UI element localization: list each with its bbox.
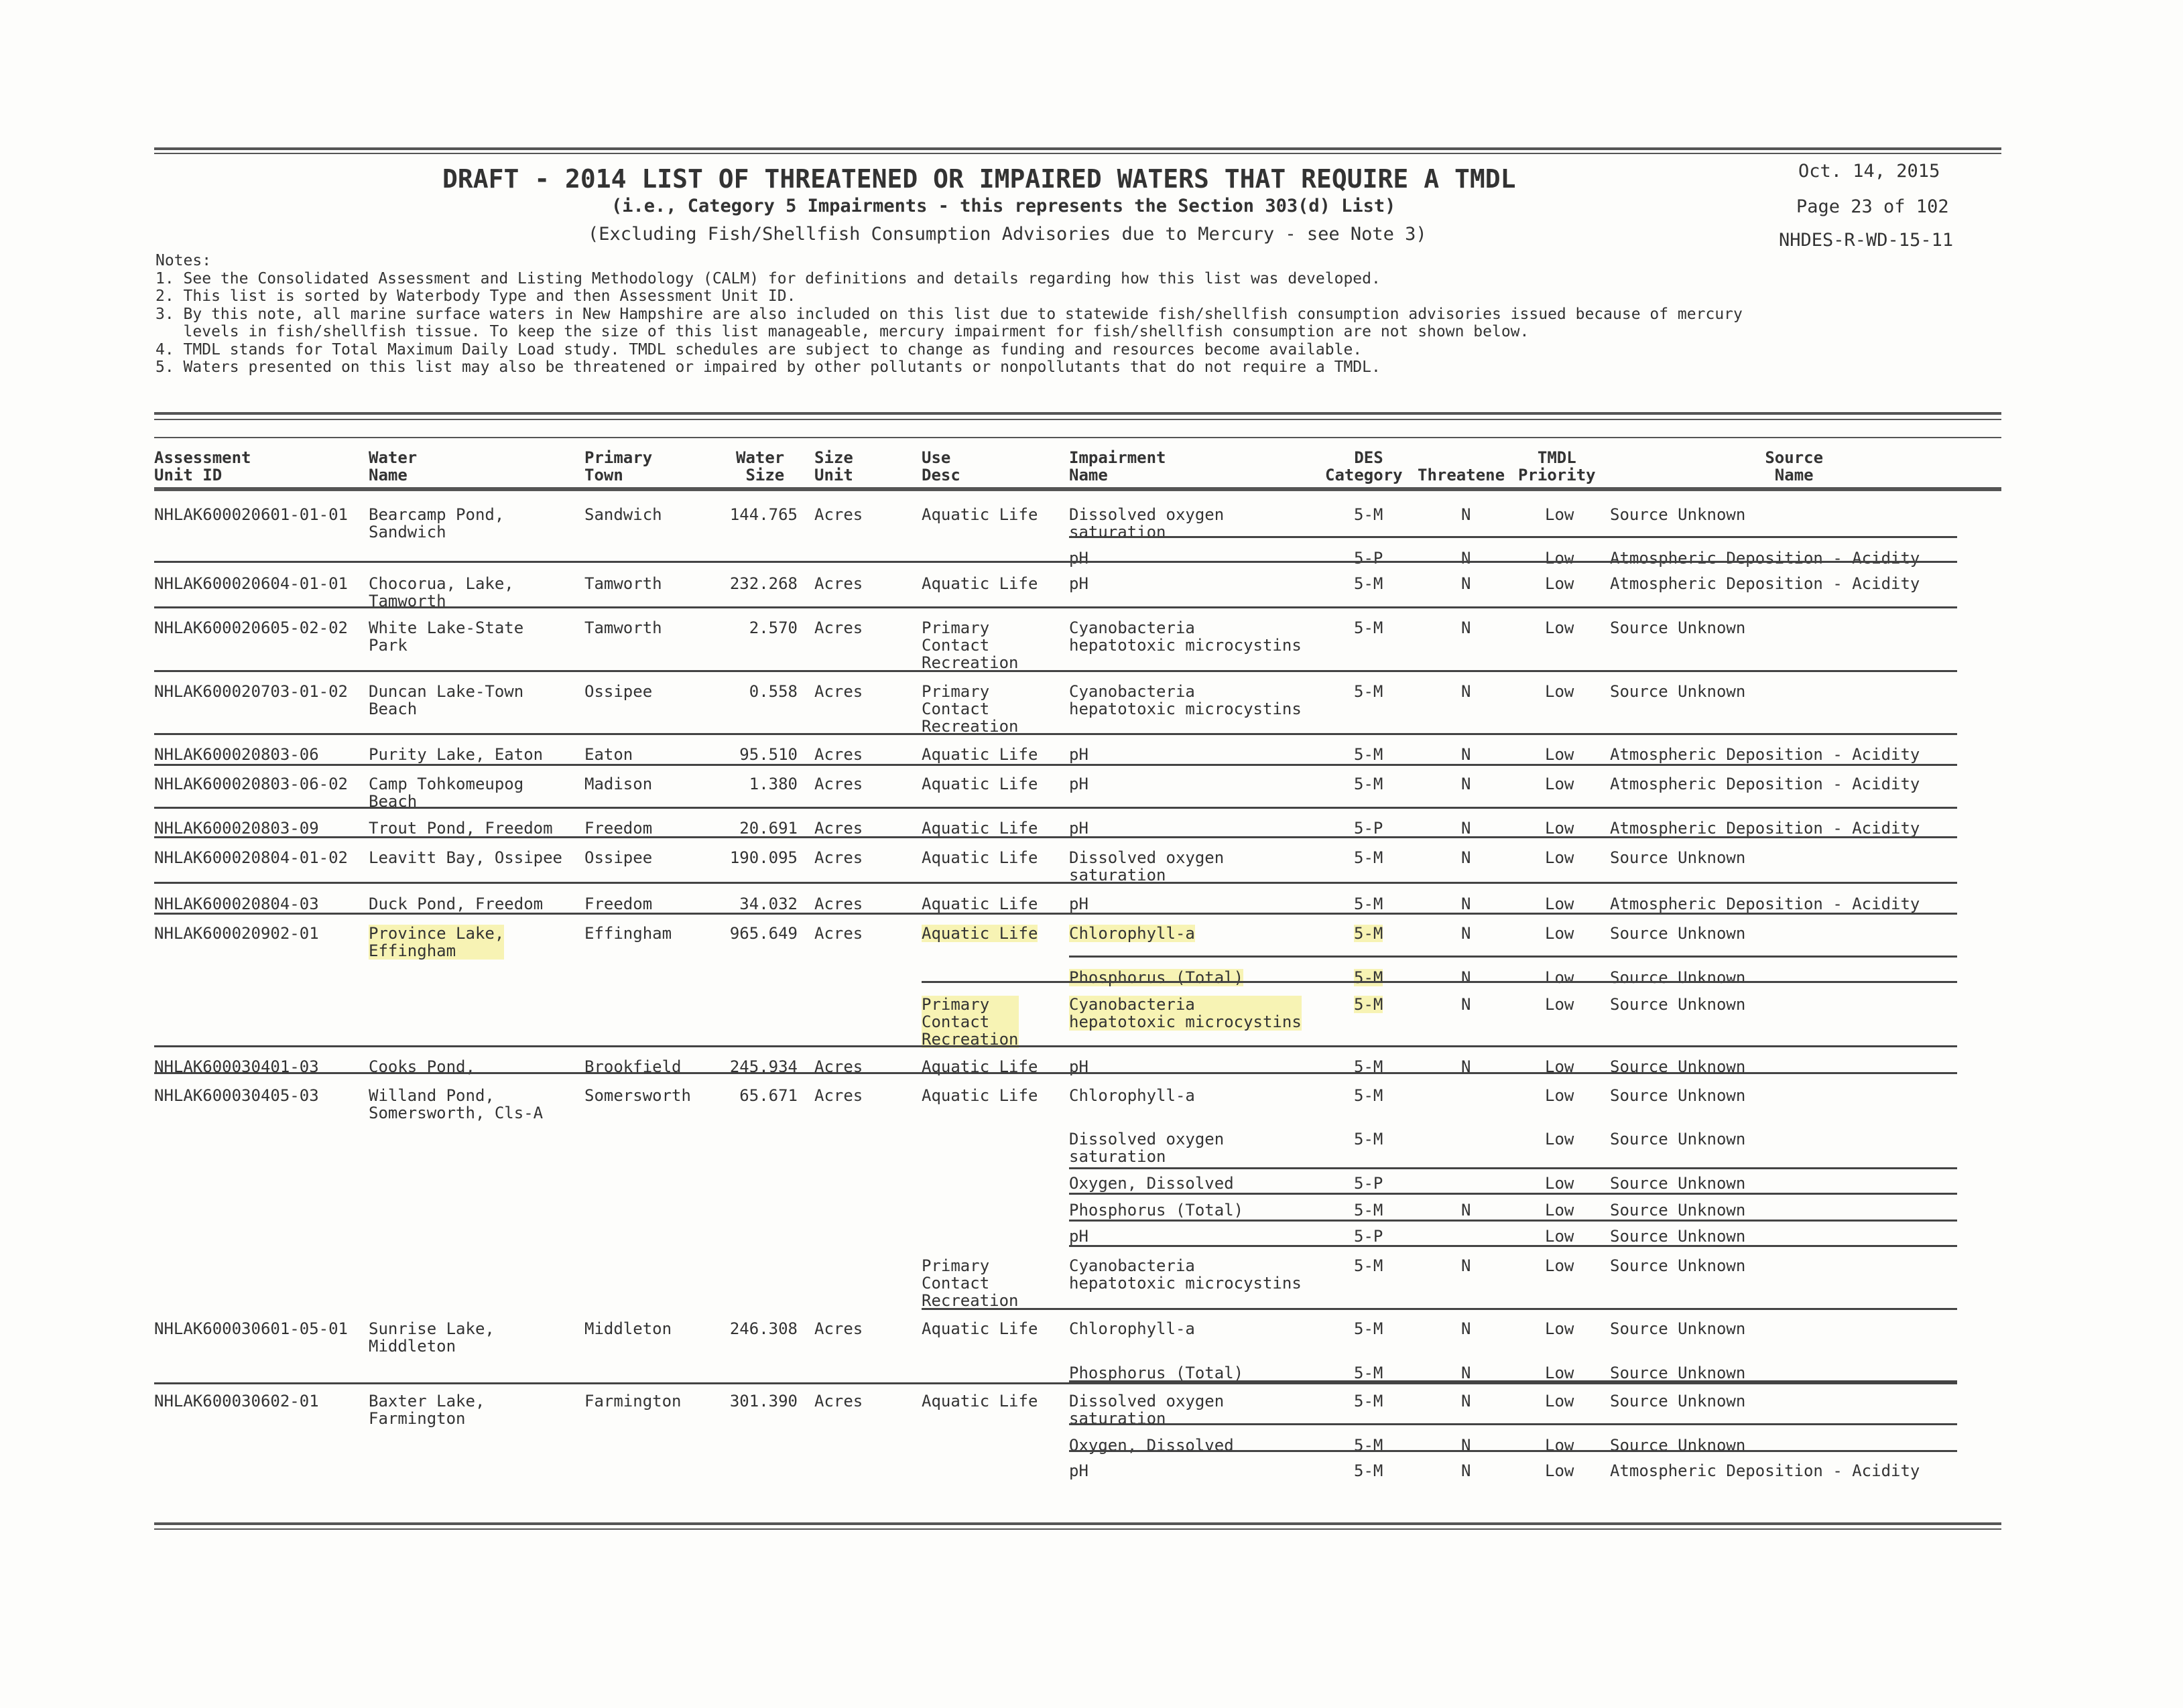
row-divider — [922, 981, 1957, 983]
row-divider — [154, 1072, 1957, 1074]
threatened-cell: N — [1461, 775, 1471, 793]
tmdl-priority-cell: Low — [1545, 895, 1574, 913]
col-header-size: Water Size — [736, 448, 785, 484]
size-unit-cell: Acres — [814, 574, 863, 593]
use-desc-cell: Aquatic Life — [922, 895, 1038, 913]
table-top-rule — [154, 412, 2001, 415]
water-name-cell: Leavitt Bay, Ossipee — [369, 848, 562, 867]
water-name-cell: Bearcamp Pond, Sandwich — [369, 505, 505, 541]
impairment-cell: Cyanobacteria hepatotoxic microcystins — [1069, 618, 1302, 655]
row-divider — [154, 733, 1957, 735]
category-cell: 5-M — [1354, 745, 1383, 764]
water-name-cell: Province Lake, Effingham — [369, 924, 505, 960]
source-name-cell: Atmospheric Deposition - Acidity — [1610, 549, 1920, 568]
row-divider — [1069, 1423, 1957, 1425]
category-cell: 5-M — [1354, 775, 1383, 793]
town-cell: Effingham — [584, 924, 672, 943]
town-cell: Freedom — [584, 819, 653, 838]
source-name-cell: Atmospheric Deposition - Acidity — [1610, 895, 1920, 913]
row-divider — [154, 913, 1957, 915]
town-cell: Sandwich — [584, 505, 662, 524]
size-unit-cell: Acres — [814, 924, 863, 943]
tmdl-priority-cell: Low — [1545, 1319, 1574, 1338]
table-top-rule-thin — [154, 419, 2001, 420]
category-cell: 5-M — [1354, 968, 1383, 987]
water-name-cell: Sunrise Lake, Middleton — [369, 1319, 495, 1356]
impairment-cell: pH — [1069, 895, 1088, 913]
au-id-cell: NHLAK600030602-01 — [154, 1392, 319, 1410]
category-cell: 5-P — [1354, 549, 1383, 568]
notes-block — [155, 252, 1743, 377]
town-cell: Middleton — [584, 1319, 672, 1338]
col-header-priority: TMDL Priority — [1518, 448, 1596, 484]
water-name-cell: Camp Tohkomeupog Beach — [369, 775, 524, 811]
size-unit-cell: Acres — [814, 1392, 863, 1410]
tmdl-priority-cell: Low — [1545, 1201, 1574, 1220]
row-divider — [154, 1045, 1957, 1047]
impairment-cell: Cyanobacteria hepatotoxic microcystins — [1069, 682, 1302, 718]
top-rule-thin — [154, 153, 2001, 154]
use-desc-cell: Aquatic Life — [922, 848, 1038, 867]
water-size-cell: 301.390 — [729, 1392, 798, 1410]
town-cell: Madison — [584, 775, 653, 793]
source-name-cell: Atmospheric Deposition - Acidity — [1610, 775, 1920, 793]
impairment-cell: Phosphorus (Total) — [1069, 968, 1244, 987]
threatened-cell: N — [1461, 745, 1471, 764]
use-desc-cell: Primary Contact Recreation — [922, 618, 1019, 672]
town-cell: Tamworth — [584, 574, 662, 593]
category-cell: 5-P — [1354, 819, 1383, 838]
category-cell: 5-M — [1354, 618, 1383, 637]
impairment-cell: pH — [1069, 819, 1088, 838]
row-divider — [1069, 536, 1957, 538]
tmdl-priority-cell: Low — [1545, 1364, 1574, 1382]
impairment-cell: Phosphorus (Total) — [1069, 1364, 1244, 1382]
use-desc-cell: Aquatic Life — [922, 1057, 1038, 1076]
bottom-rule — [154, 1522, 2001, 1525]
source-name-cell: Source Unknown — [1610, 618, 1746, 637]
impairment-cell: pH — [1069, 1057, 1088, 1076]
threatened-cell: N — [1461, 995, 1471, 1014]
use-desc-cell: Aquatic Life — [922, 1086, 1038, 1105]
category-cell: 5-M — [1354, 682, 1383, 701]
row-divider — [1069, 1193, 1957, 1195]
source-name-cell: Source Unknown — [1610, 1130, 1746, 1148]
source-name-cell: Source Unknown — [1610, 1174, 1746, 1193]
row-divider — [154, 606, 1957, 608]
use-desc-cell: Primary Contact Recreation — [922, 1256, 1019, 1310]
source-name-cell: Source Unknown — [1610, 1201, 1746, 1220]
water-size-cell: 190.095 — [729, 848, 798, 867]
row-divider — [154, 561, 1957, 563]
use-desc-cell: Aquatic Life — [922, 819, 1038, 838]
use-desc-cell: Primary Contact Recreation — [922, 682, 1019, 736]
size-unit-cell: Acres — [814, 775, 863, 793]
water-name-cell: Purity Lake, Eaton — [369, 745, 544, 764]
tmdl-priority-cell: Low — [1545, 1436, 1574, 1455]
water-size-cell: 95.510 — [739, 745, 798, 764]
threatened-cell: N — [1461, 1057, 1471, 1076]
source-name-cell: Source Unknown — [1610, 1256, 1746, 1275]
water-size-cell: 1.380 — [749, 775, 798, 793]
source-name-cell: Source Unknown — [1610, 995, 1746, 1014]
source-name-cell: Atmospheric Deposition - Acidity — [1610, 574, 1920, 593]
row-divider — [1069, 1167, 1957, 1169]
tmdl-priority-cell: Low — [1545, 1174, 1574, 1193]
town-cell: Brookfield — [584, 1057, 682, 1076]
au-id-cell: NHLAK600020604-01-01 — [154, 574, 348, 593]
impairment-cell: pH — [1069, 1461, 1088, 1480]
category-cell: 5-P — [1354, 1227, 1383, 1246]
category-cell: 5-M — [1354, 1461, 1383, 1480]
note-5: 5. Waters presented on this list may also be threatened or impaired by other pollutants or nonpollutants that do not require a TMDL. — [155, 358, 1381, 376]
water-name-cell: White Lake-State Park — [369, 618, 524, 655]
water-name-cell: Baxter Lake, Farmington — [369, 1392, 485, 1428]
table-header-bottom-rule — [154, 487, 2001, 491]
source-name-cell: Source Unknown — [1610, 1319, 1746, 1338]
town-cell: Freedom — [584, 895, 653, 913]
au-id-cell: NHLAK600020803-06 — [154, 745, 319, 764]
au-id-cell: NHLAK600020803-09 — [154, 819, 319, 838]
impairment-cell: Dissolved oxygen saturation — [1069, 848, 1225, 884]
town-cell: Farmington — [584, 1392, 682, 1410]
row-divider — [154, 882, 1957, 884]
col-header-category: DES Category — [1325, 448, 1403, 484]
threatened-cell: N — [1461, 848, 1471, 867]
impairment-cell: pH — [1069, 745, 1088, 764]
page-number: Page 23 of 102 — [1796, 196, 1949, 217]
au-id-cell: NHLAK600020804-01-02 — [154, 848, 348, 867]
page-subtitle-note: (Excluding Fish/Shellfish Consumption Advisories due to Mercury - see Note 3) — [588, 224, 1427, 245]
tmdl-priority-cell: Low — [1545, 924, 1574, 943]
water-size-cell: 34.032 — [739, 895, 798, 913]
category-cell: 5-M — [1354, 995, 1383, 1014]
town-cell: Eaton — [584, 745, 633, 764]
tmdl-priority-cell: Low — [1545, 995, 1574, 1014]
water-name-cell: Willand Pond, Somersworth, Cls-A — [369, 1086, 544, 1122]
row-divider — [1069, 1245, 1957, 1247]
size-unit-cell: Acres — [814, 1319, 863, 1338]
threatened-cell: N — [1461, 505, 1471, 524]
category-cell: 5-M — [1354, 1086, 1383, 1105]
row-divider — [154, 764, 1957, 766]
tmdl-priority-cell: Low — [1545, 745, 1574, 764]
source-name-cell: Source Unknown — [1610, 682, 1746, 701]
category-cell: 5-M — [1354, 848, 1383, 867]
threatened-cell: N — [1461, 968, 1471, 987]
col-header-source: Source Name — [1765, 448, 1824, 484]
town-cell: Ossipee — [584, 848, 653, 867]
tmdl-priority-cell: Low — [1545, 1086, 1574, 1105]
town-cell: Ossipee — [584, 682, 653, 701]
au-id-cell: NHLAK600020703-01-02 — [154, 682, 348, 701]
note-3a: 3. By this note, all marine surface waters in New Hampshire are also included on this list due to statewide fish/shellfish consumption advisories issued because of mercury — [155, 305, 1743, 323]
size-unit-cell: Acres — [814, 618, 863, 637]
threatened-cell: N — [1461, 1436, 1471, 1455]
category-cell: 5-M — [1354, 1319, 1383, 1338]
col-header-use: Use Desc — [922, 448, 960, 484]
threatened-cell: N — [1461, 574, 1471, 593]
category-cell: 5-M — [1354, 1392, 1383, 1410]
au-id-cell: NHLAK600020605-02-02 — [154, 618, 348, 637]
category-cell: 5-M — [1354, 574, 1383, 593]
size-unit-cell: Acres — [814, 848, 863, 867]
tmdl-priority-cell: Low — [1545, 682, 1574, 701]
col-header-water-name: Water Name — [369, 448, 418, 484]
page-title: DRAFT - 2014 LIST OF THREATENED OR IMPAIRED WATERS THAT REQUIRE A TMDL — [442, 164, 1516, 194]
category-cell: 5-M — [1354, 924, 1383, 943]
au-id-cell: NHLAK600030405-03 — [154, 1086, 319, 1105]
category-cell: 5-M — [1354, 1130, 1383, 1148]
threatened-cell: N — [1461, 1461, 1471, 1480]
impairment-cell: Dissolved oxygen saturation — [1069, 505, 1225, 541]
category-cell: 5-M — [1354, 1436, 1383, 1455]
water-name-cell: Duncan Lake-Town Beach — [369, 682, 524, 718]
col-header-threatened: Threatene — [1418, 466, 1505, 484]
size-unit-cell: Acres — [814, 1057, 863, 1076]
use-desc-cell: Aquatic Life — [922, 924, 1038, 943]
use-desc-cell: Aquatic Life — [922, 775, 1038, 793]
source-name-cell: Source Unknown — [1610, 924, 1746, 943]
category-cell: 5-M — [1354, 895, 1383, 913]
category-cell: 5-M — [1354, 505, 1383, 524]
source-name-cell: Atmospheric Deposition - Acidity — [1610, 1461, 1920, 1480]
use-desc-cell: Aquatic Life — [922, 745, 1038, 764]
au-id-cell: NHLAK600020902-01 — [154, 924, 319, 943]
source-name-cell: Atmospheric Deposition - Acidity — [1610, 819, 1920, 838]
tmdl-priority-cell: Low — [1545, 1057, 1574, 1076]
top-rule — [154, 147, 2001, 150]
town-cell: Somersworth — [584, 1086, 691, 1105]
source-name-cell: Source Unknown — [1610, 1057, 1746, 1076]
row-divider — [154, 670, 1957, 672]
source-name-cell: Source Unknown — [1610, 1436, 1746, 1455]
category-cell: 5-M — [1354, 1057, 1383, 1076]
source-name-cell: Source Unknown — [1610, 1364, 1746, 1382]
threatened-cell: N — [1461, 924, 1471, 943]
doc-date: Oct. 14, 2015 — [1798, 161, 1940, 182]
tmdl-priority-cell: Low — [1545, 505, 1574, 524]
use-desc-cell: Aquatic Life — [922, 1392, 1038, 1410]
size-unit-cell: Acres — [814, 682, 863, 701]
tmdl-priority-cell: Low — [1545, 618, 1574, 637]
tmdl-priority-cell: Low — [1545, 1130, 1574, 1148]
water-name-cell: Chocorua, Lake, Tamworth — [369, 574, 514, 610]
note-2: 2. This list is sorted by Waterbody Type and then Assessment Unit ID. — [155, 287, 796, 305]
page-subtitle: (i.e., Category 5 Impairments - this represents the Section 303(d) List) — [611, 196, 1396, 216]
water-size-cell: 65.671 — [739, 1086, 798, 1105]
water-size-cell: 0.558 — [749, 682, 798, 701]
note-3b: levels in fish/shellfish tissue. To keep the size of this list manageable, mercury impairment for fish/shellfish consumption are not shown below. — [155, 323, 1530, 340]
row-divider — [154, 807, 1957, 809]
threatened-cell: N — [1461, 1364, 1471, 1382]
water-size-cell: 144.765 — [729, 505, 798, 524]
threatened-cell: N — [1461, 1256, 1471, 1275]
col-header-au-id: Assessment Unit ID — [154, 448, 251, 484]
tmdl-priority-cell: Low — [1545, 549, 1574, 568]
tmdl-priority-cell: Low — [1545, 1392, 1574, 1410]
threatened-cell: N — [1461, 1201, 1471, 1220]
row-divider — [154, 836, 1957, 838]
impairment-cell: Oxygen, Dissolved — [1069, 1174, 1234, 1193]
impairment-cell: pH — [1069, 574, 1088, 593]
size-unit-cell: Acres — [814, 819, 863, 838]
threatened-cell: N — [1461, 1392, 1471, 1410]
row-divider — [1069, 956, 1957, 958]
threatened-cell: N — [1461, 819, 1471, 838]
size-unit-cell: Acres — [814, 505, 863, 524]
tmdl-priority-cell: Low — [1545, 775, 1574, 793]
threatened-cell: N — [1461, 682, 1471, 701]
source-name-cell: Source Unknown — [1610, 1392, 1746, 1410]
source-name-cell: Source Unknown — [1610, 968, 1746, 987]
au-id-cell: NHLAK600020601-01-01 — [154, 505, 348, 524]
threatened-cell: N — [1461, 549, 1471, 568]
impairment-cell: Cyanobacteria hepatotoxic microcystins — [1069, 1256, 1302, 1293]
au-id-cell: NHLAK600030601-05-01 — [154, 1319, 348, 1338]
doc-id: NHDES-R-WD-15-11 — [1779, 230, 1954, 251]
row-divider — [1069, 1450, 1957, 1452]
tmdl-priority-cell: Low — [1545, 574, 1574, 593]
size-unit-cell: Acres — [814, 1086, 863, 1105]
tmdl-priority-cell: Low — [1545, 819, 1574, 838]
threatened-cell: N — [1461, 1319, 1471, 1338]
category-cell: 5-M — [1354, 1364, 1383, 1382]
size-unit-cell: Acres — [814, 895, 863, 913]
col-header-impairment: Impairment Name — [1069, 448, 1166, 484]
use-desc-cell: Aquatic Life — [922, 574, 1038, 593]
category-cell: 5-M — [1354, 1256, 1383, 1275]
impairment-cell: pH — [1069, 775, 1088, 793]
impairment-cell: Phosphorus (Total) — [1069, 1201, 1244, 1220]
use-desc-cell: Aquatic Life — [922, 1319, 1038, 1338]
row-divider — [154, 1382, 1957, 1384]
tmdl-priority-cell: Low — [1545, 1256, 1574, 1275]
impairment-cell: Dissolved oxygen saturation — [1069, 1392, 1225, 1428]
water-name-cell: Cooks Pond, — [369, 1057, 475, 1076]
row-divider — [922, 1308, 1957, 1310]
source-name-cell: Source Unknown — [1610, 1227, 1746, 1246]
au-id-cell: NHLAK600030401-03 — [154, 1057, 319, 1076]
category-cell: 5-M — [1354, 1201, 1383, 1220]
use-desc-cell: Primary Contact Recreation — [922, 995, 1019, 1049]
row-divider — [1069, 1220, 1957, 1222]
impairment-cell: Chlorophyll-a — [1069, 1319, 1195, 1338]
threatened-cell: N — [1461, 895, 1471, 913]
impairment-cell: Dissolved oxygen saturation — [1069, 1130, 1225, 1166]
water-size-cell: 232.268 — [729, 574, 798, 593]
threatened-cell: N — [1461, 618, 1471, 637]
tmdl-priority-cell: Low — [1545, 1227, 1574, 1246]
source-name-cell: Source Unknown — [1610, 505, 1746, 524]
table-header-rule — [154, 437, 2001, 438]
water-size-cell: 20.691 — [739, 819, 798, 838]
au-id-cell: NHLAK600020803-06-02 — [154, 775, 348, 793]
source-name-cell: Source Unknown — [1610, 1086, 1746, 1105]
bottom-rule-thin — [154, 1528, 2001, 1530]
tmdl-priority-cell: Low — [1545, 968, 1574, 987]
town-cell: Tamworth — [584, 618, 662, 637]
water-name-cell: Duck Pond, Freedom — [369, 895, 544, 913]
col-header-unit: Size Unit — [814, 448, 853, 484]
impairment-cell: Chlorophyll-a — [1069, 924, 1195, 943]
col-header-town: Primary Town — [584, 448, 653, 484]
impairment-cell: Chlorophyll-a — [1069, 1086, 1195, 1105]
impairment-cell: Oxygen, Dissolved — [1069, 1436, 1234, 1455]
source-name-cell: Source Unknown — [1610, 848, 1746, 867]
impairment-cell: Cyanobacteria hepatotoxic microcystins — [1069, 995, 1302, 1031]
au-id-cell: NHLAK600020804-03 — [154, 895, 319, 913]
impairment-cell: pH — [1069, 1227, 1088, 1246]
source-name-cell: Atmospheric Deposition - Acidity — [1610, 745, 1920, 764]
tmdl-priority-cell: Low — [1545, 1461, 1574, 1480]
size-unit-cell: Acres — [814, 745, 863, 764]
use-desc-cell: Aquatic Life — [922, 505, 1038, 524]
note-4: 4. TMDL stands for Total Maximum Daily Load study. TMDL schedules are subject to change as funding and resources become available. — [155, 340, 1363, 358]
water-size-cell: 965.649 — [729, 924, 798, 943]
notes-heading: Notes: — [155, 252, 212, 269]
impairment-cell: pH — [1069, 549, 1088, 568]
category-cell: 5-P — [1354, 1174, 1383, 1193]
note-1: 1. See the Consolidated Assessment and Listing Methodology (CALM) for definitions and details regarding how this list was developed. — [155, 269, 1381, 287]
tmdl-priority-cell: Low — [1545, 848, 1574, 867]
water-size-cell: 246.308 — [729, 1319, 798, 1338]
water-size-cell: 245.934 — [729, 1057, 798, 1076]
water-size-cell: 2.570 — [749, 618, 798, 637]
water-name-cell: Trout Pond, Freedom — [369, 819, 553, 838]
